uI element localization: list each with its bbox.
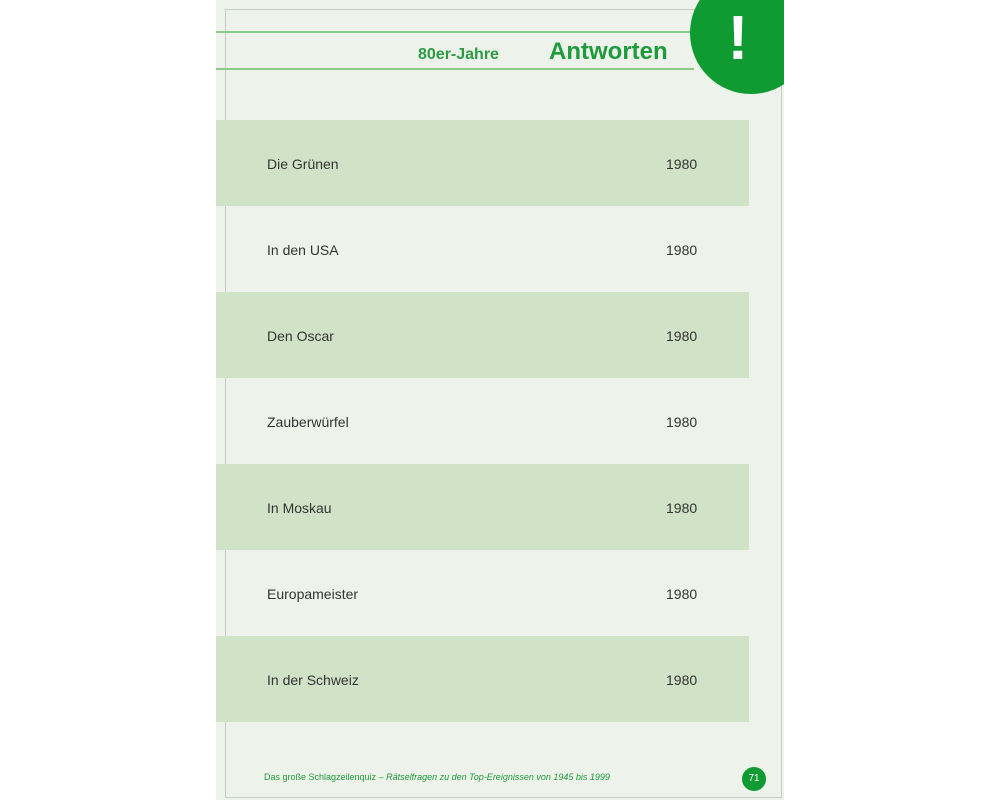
answer-year: 1980 xyxy=(666,586,698,602)
answer-year: 1980 xyxy=(666,672,698,688)
answer-text: In den USA xyxy=(267,242,339,258)
answer-text: Die Grünen xyxy=(267,156,339,172)
answer-text: Europameister xyxy=(267,586,359,602)
header-rule-top xyxy=(216,31,694,33)
answer-text: In der Schweiz xyxy=(267,672,359,688)
section-label: 80er-Jahre xyxy=(418,46,499,63)
exclamation-mark: ! xyxy=(727,4,749,73)
answer-row-1 xyxy=(216,120,749,206)
header-rule-bottom xyxy=(216,68,694,70)
answer-year: 1980 xyxy=(666,500,698,516)
answer-text: Zauberwürfel xyxy=(267,414,349,430)
footer-separator: – xyxy=(376,772,387,782)
footer-book-title: Das große Schlagzeilenquiz xyxy=(264,772,377,782)
answer-text: In Moskau xyxy=(267,500,332,516)
answer-row-2 xyxy=(216,206,749,292)
page-title: Antworten xyxy=(549,38,668,65)
document-page xyxy=(216,0,784,800)
answer-year: 1980 xyxy=(666,328,698,344)
footer-caption xyxy=(264,772,610,782)
page-number: 71 xyxy=(742,767,766,791)
answer-row-3 xyxy=(216,292,749,378)
answer-row-4 xyxy=(216,378,749,464)
answer-year: 1980 xyxy=(666,414,698,430)
answer-year: 1980 xyxy=(666,242,698,258)
answer-year: 1980 xyxy=(666,156,698,172)
answer-text: Den Oscar xyxy=(267,328,334,344)
answer-row-7 xyxy=(216,636,749,722)
answer-row-6 xyxy=(216,550,749,636)
answer-row-5 xyxy=(216,464,749,550)
footer-subtitle: Rätselfragen zu den Top-Ereignissen von 1945 bis 1999 xyxy=(386,772,610,782)
